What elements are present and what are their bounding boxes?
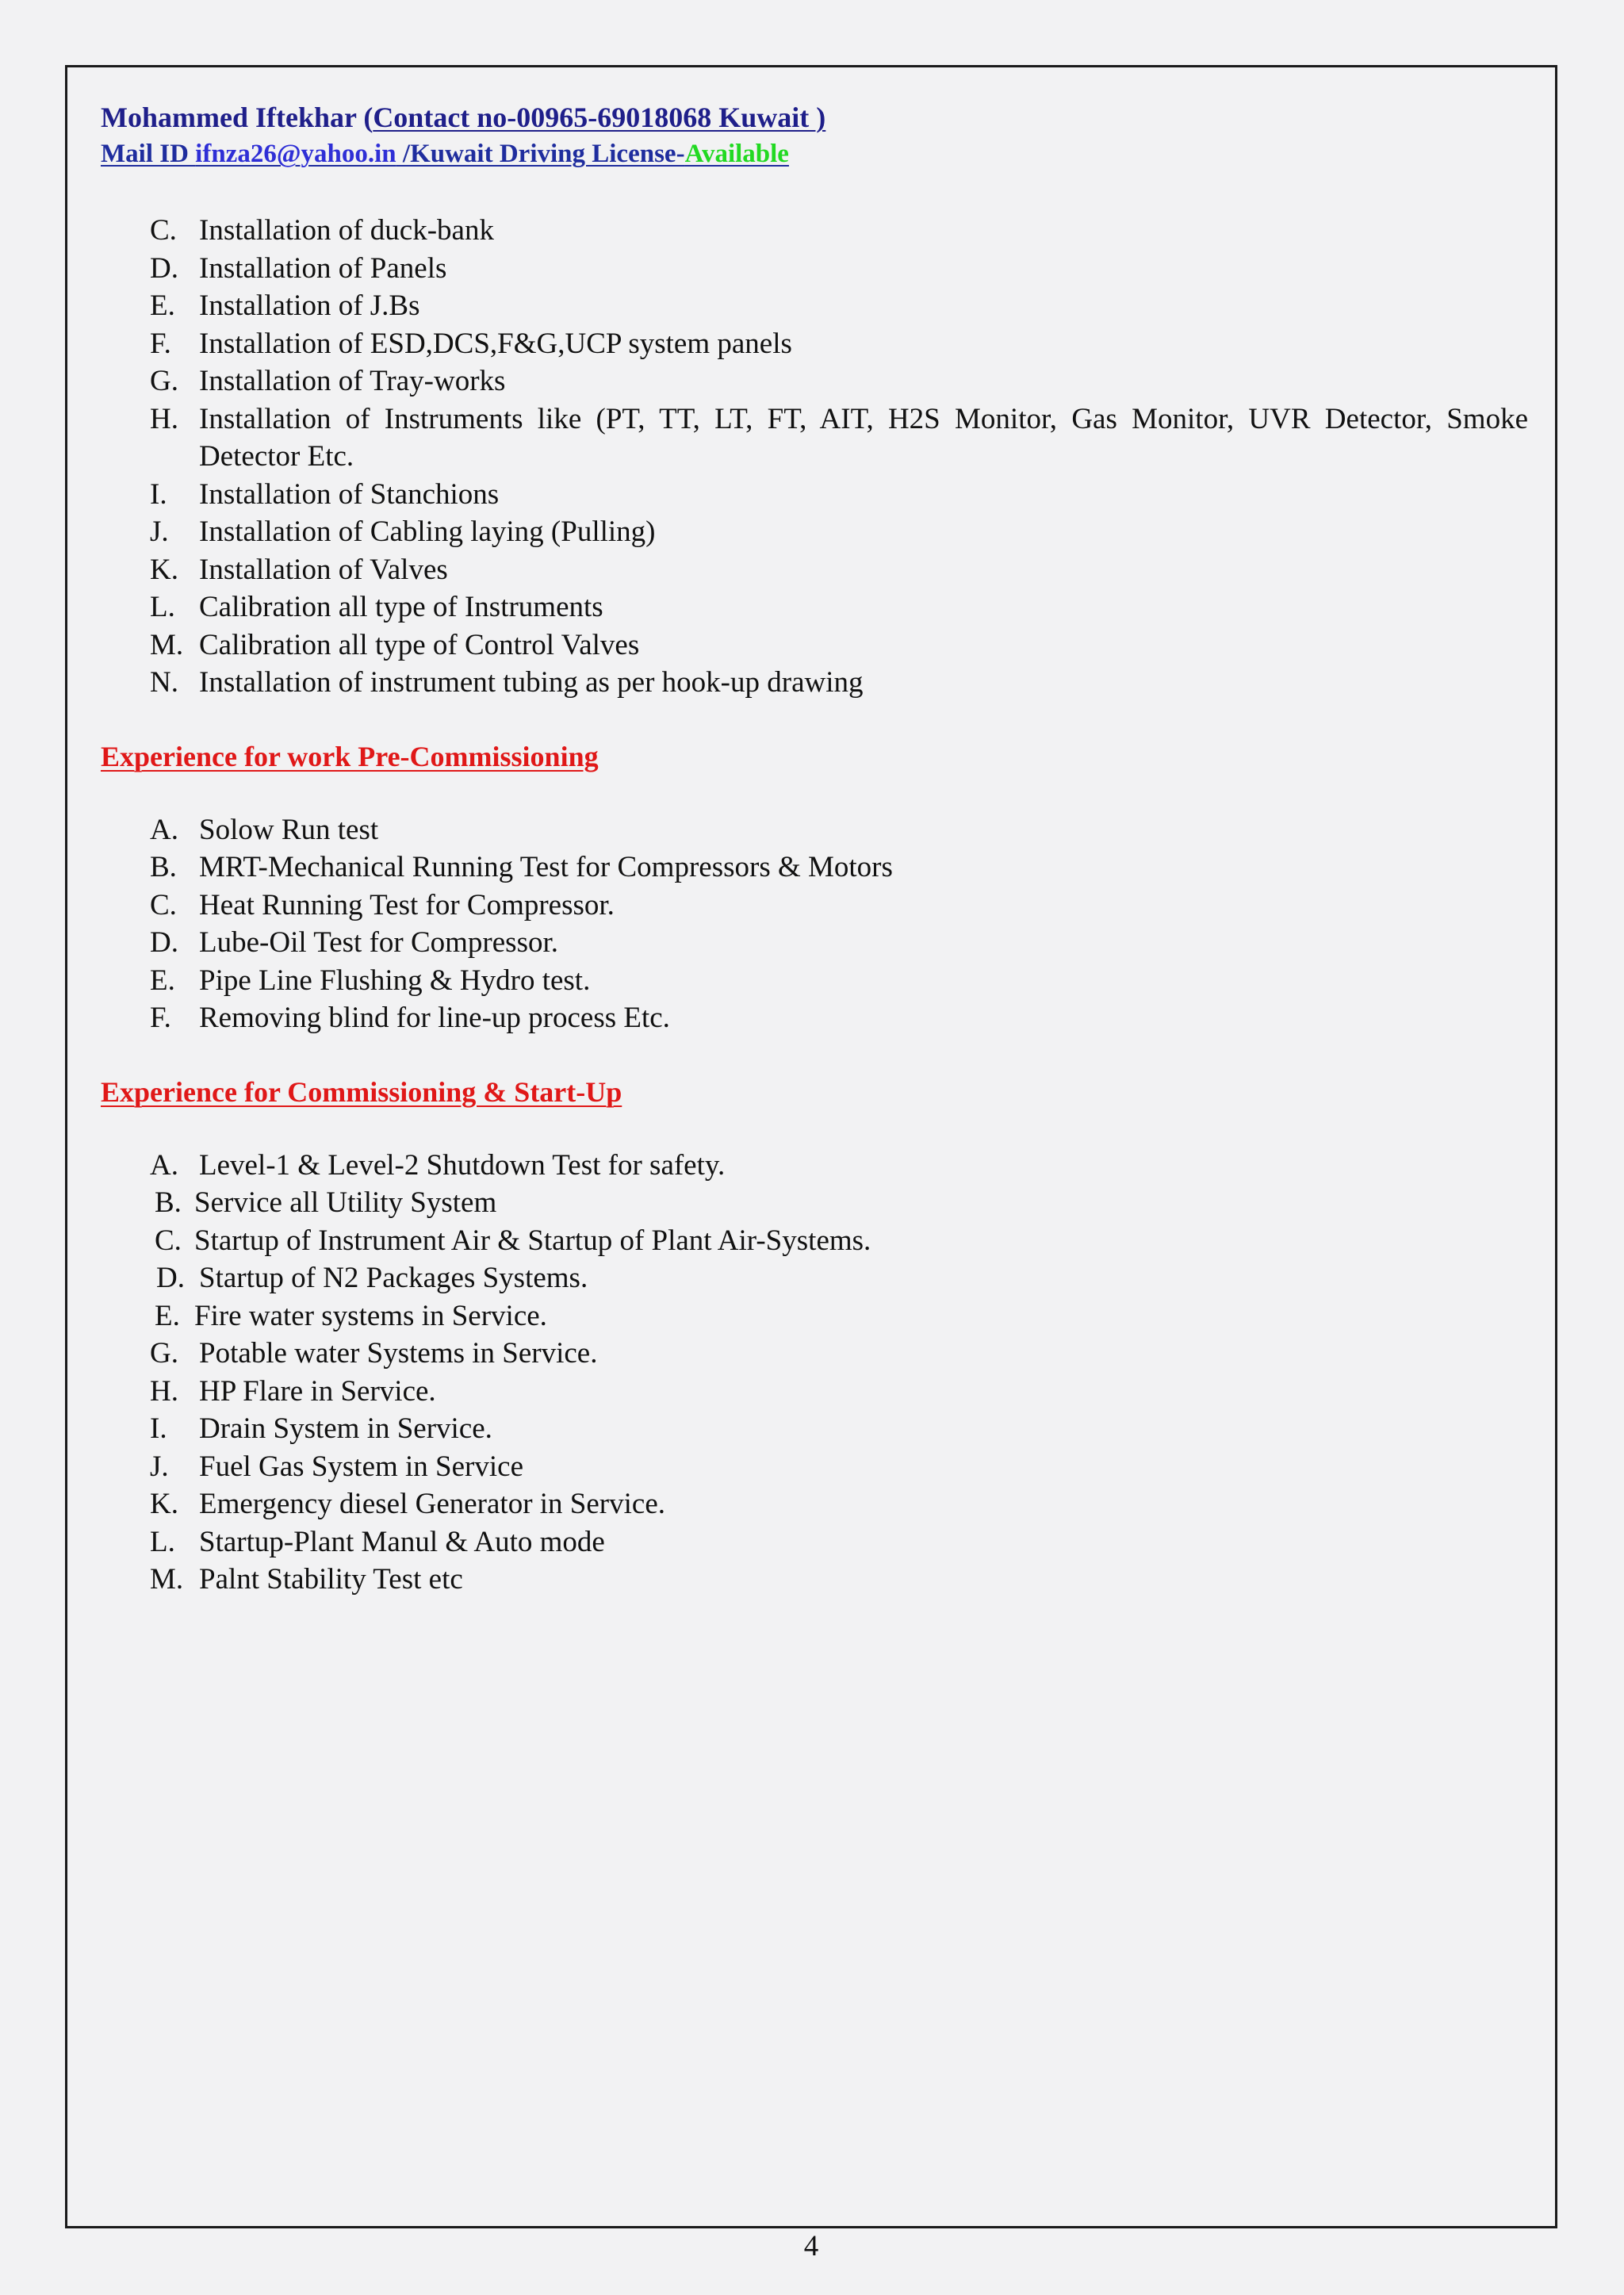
- list-marker: I.: [150, 1412, 167, 1445]
- list-item: [101, 1184, 1528, 1222]
- list-marker: G.: [150, 365, 178, 397]
- contact-open-paren: (: [363, 102, 373, 133]
- list-item: [101, 1485, 1528, 1523]
- pre-commissioning-list: [101, 811, 1528, 1037]
- pre-commissioning-heading: Experience for work Pre-Commissioning: [101, 740, 599, 772]
- list-item: [101, 1222, 1528, 1260]
- list-marker: C.: [150, 888, 177, 921]
- list-item: [101, 999, 1528, 1037]
- list-marker: A.: [150, 1148, 178, 1182]
- list-item-text: MRT-Mechanical Running Test for Compressors & Motors: [199, 851, 893, 883]
- list-item-text: Solow Run test: [199, 813, 379, 846]
- list-item-text: Startup-Plant Manul & Auto mode: [199, 1525, 605, 1558]
- list-item: [101, 551, 1528, 589]
- list-item: [101, 513, 1528, 551]
- list-item-text: Removing blind for line-up process Etc.: [199, 1002, 670, 1034]
- list-item: [101, 849, 1528, 887]
- list-item: [101, 664, 1528, 702]
- list-item-text: Level-1 & Level-2 Shutdown Test for safety.: [199, 1148, 726, 1182]
- list-item-text: Calibration all type of Instruments: [199, 591, 603, 623]
- list-item-text: Emergency diesel Generator in Service.: [199, 1488, 665, 1520]
- list-item: [101, 287, 1528, 325]
- list-item-text: Installation of Panels: [199, 251, 447, 285]
- page-number: 4: [803, 2230, 819, 2262]
- list-item: [101, 362, 1528, 400]
- list-marker: D.: [150, 926, 178, 959]
- list-marker: J.: [150, 515, 169, 548]
- list-marker: A.: [150, 813, 178, 846]
- list-item-text: Installation of Valves: [199, 553, 448, 586]
- list-marker: B.: [150, 851, 177, 883]
- list-item-text: HP Flare in Service.: [199, 1374, 436, 1408]
- list-item: [101, 924, 1528, 962]
- list-marker: E.: [150, 964, 175, 997]
- list-item: [101, 400, 1528, 476]
- commissioning-list: [101, 1147, 1528, 1599]
- list-marker: C.: [150, 214, 177, 247]
- list-item-text: Fire water systems in Service.: [194, 1299, 547, 1332]
- list-item: [101, 212, 1528, 250]
- list-item: [101, 250, 1528, 288]
- list-item-text: Calibration all type of Control Valves: [199, 628, 640, 661]
- header-name-line: [101, 99, 1528, 136]
- candidate-name: Mohammed Iftekhar: [101, 102, 357, 133]
- list-item-text: Fuel Gas System in Service: [199, 1450, 524, 1483]
- list-marker: G.: [150, 1337, 178, 1370]
- list-marker: M.: [150, 1563, 184, 1596]
- list-item-text: Drain System in Service.: [199, 1412, 492, 1445]
- list-marker: L.: [150, 1525, 175, 1558]
- list-marker: K.: [150, 1488, 178, 1520]
- list-marker: H.: [150, 1374, 178, 1408]
- list-item-text: Service all Utility System: [194, 1186, 497, 1219]
- list-marker: M.: [150, 628, 184, 661]
- list-item: [101, 476, 1528, 514]
- list-marker: D.: [156, 1262, 185, 1294]
- list-item: [101, 887, 1528, 925]
- list-marker: B.: [155, 1186, 182, 1219]
- list-item: [101, 962, 1528, 1000]
- list-item: [101, 626, 1528, 665]
- page-frame: [65, 65, 1557, 2262]
- list-item: [101, 1259, 1528, 1297]
- list-marker: C.: [155, 1224, 182, 1257]
- list-item: [101, 325, 1528, 363]
- list-item-text: Installation of instrument tubing as per hook-up drawing: [199, 666, 864, 699]
- list-item-text: Installation of duck-bank: [199, 214, 494, 247]
- mail-label: Mail ID: [101, 140, 196, 168]
- list-marker: E.: [155, 1299, 180, 1332]
- list-item-text: Installation of Instruments like (PT, TT, LT, FT, AIT, H2S Monitor, Gas Monitor, UVR Detector, Smoke Detector Etc.: [199, 402, 1528, 473]
- list-marker: D.: [150, 251, 178, 285]
- list-item: [101, 1410, 1528, 1448]
- list-marker: F.: [150, 327, 171, 360]
- commissioning-heading: Experience for Commissioning & Start-Up: [101, 1075, 622, 1108]
- list-item: [101, 811, 1528, 849]
- license-status: Available: [684, 140, 789, 168]
- list-item-text: Potable water Systems in Service.: [199, 1337, 598, 1370]
- list-item: [101, 1523, 1528, 1561]
- list-marker: K.: [150, 553, 178, 586]
- list-marker: E.: [150, 289, 175, 322]
- list-item: [101, 1147, 1528, 1185]
- installation-list: [101, 212, 1528, 702]
- list-item: [101, 1297, 1528, 1335]
- list-item-text: Installation of ESD,DCS,F&G,UCP system panels: [199, 327, 792, 360]
- list-item: [101, 1561, 1528, 1599]
- list-item-text: Heat Running Test for Compressor.: [199, 888, 615, 921]
- list-item: [101, 1373, 1528, 1411]
- list-item-text: Installation of Stanchions: [199, 477, 500, 511]
- list-item-text: Installation of Cabling laying (Pulling): [199, 515, 656, 548]
- list-item: [101, 1335, 1528, 1373]
- email-link[interactable]: ifnza26@yahoo.in: [195, 140, 396, 168]
- list-marker: F.: [150, 1002, 171, 1034]
- list-marker: N.: [150, 666, 178, 699]
- contact-number: Contact no-00965-69018068 Kuwait ): [373, 102, 826, 133]
- list-item: [101, 1448, 1528, 1486]
- list-marker: I.: [150, 477, 167, 511]
- list-marker: L.: [150, 591, 175, 623]
- list-item-text: Installation of J.Bs: [199, 289, 420, 322]
- list-item-text: Palnt Stability Test etc: [199, 1563, 463, 1596]
- list-item-text: Startup of Instrument Air & Startup of Plant Air-Systems.: [194, 1224, 871, 1257]
- list-item-text: Lube-Oil Test for Compressor.: [199, 926, 558, 959]
- list-item-text: Installation of Tray-works: [199, 365, 506, 397]
- license-label: /Kuwait Driving License-: [396, 140, 685, 168]
- list-item: [101, 588, 1528, 626]
- page-content: [101, 99, 1528, 1599]
- list-item-text: Startup of N2 Packages Systems.: [199, 1262, 588, 1294]
- list-marker: H.: [150, 402, 178, 435]
- list-marker: J.: [150, 1450, 169, 1483]
- header-mail-line: [101, 136, 1528, 172]
- list-item-text: Pipe Line Flushing & Hydro test.: [199, 964, 591, 997]
